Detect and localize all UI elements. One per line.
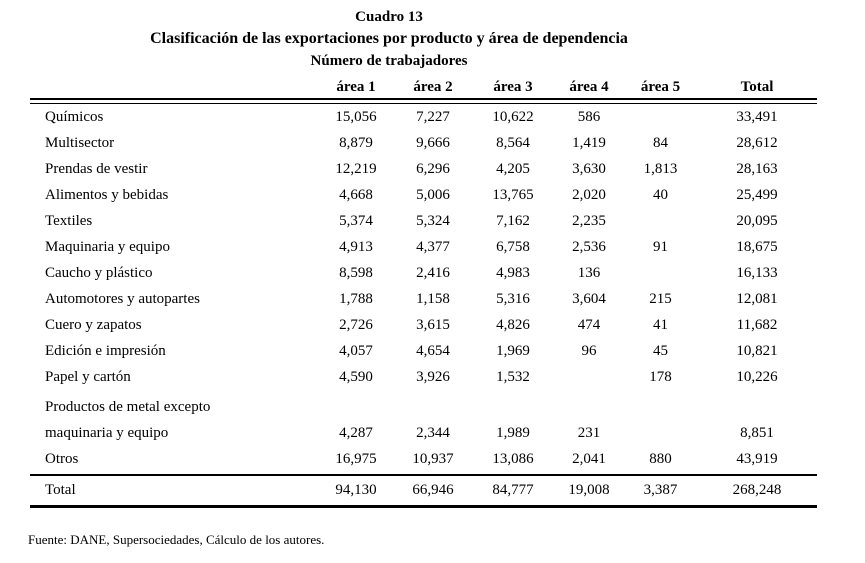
cell: 2,235 bbox=[572, 212, 606, 229]
cell: 8,598 bbox=[339, 264, 373, 281]
column-header-area-3: área 3 bbox=[493, 79, 533, 95]
cell: 1,158 bbox=[416, 290, 450, 307]
cell: 3,387 bbox=[643, 482, 678, 498]
table-row-label-line-1 bbox=[30, 394, 817, 420]
cell: 20,095 bbox=[736, 212, 778, 229]
cell: 10,937 bbox=[412, 450, 454, 467]
table-row-label-line-2 bbox=[30, 420, 817, 446]
cell: 231 bbox=[577, 424, 601, 441]
cell: 43,919 bbox=[736, 450, 778, 467]
cell: 8,564 bbox=[496, 134, 530, 151]
cell: 16,133 bbox=[736, 264, 778, 281]
cell: 1,419 bbox=[572, 134, 606, 151]
cell: 25,499 bbox=[736, 186, 778, 203]
table-row bbox=[30, 156, 817, 182]
cell: 586 bbox=[577, 108, 601, 125]
cell: 66,946 bbox=[412, 482, 454, 498]
row-label: Cuero y zapatos bbox=[45, 316, 142, 333]
cell: 45 bbox=[653, 342, 668, 359]
column-header-area-2: área 2 bbox=[413, 79, 453, 95]
column-header-area-1: área 1 bbox=[336, 79, 376, 95]
cell: 19,008 bbox=[568, 482, 610, 498]
cell: 13,765 bbox=[492, 186, 534, 203]
table-row bbox=[30, 182, 817, 208]
table-row bbox=[30, 312, 817, 338]
data-table bbox=[30, 72, 817, 508]
cell: 12,219 bbox=[335, 160, 377, 177]
cell: 1,989 bbox=[496, 424, 530, 441]
cell: 28,612 bbox=[736, 134, 778, 151]
cell: 4,287 bbox=[339, 424, 373, 441]
cell: 40 bbox=[653, 186, 668, 203]
table-caption: Cuadro 13 bbox=[355, 9, 423, 25]
cell: 1,813 bbox=[643, 160, 678, 177]
cell: 4,590 bbox=[339, 368, 373, 385]
cell: 5,316 bbox=[496, 290, 530, 307]
table-row bbox=[30, 234, 817, 260]
cell: 1,532 bbox=[496, 368, 530, 385]
cell: 84 bbox=[653, 134, 668, 151]
cell: 4,668 bbox=[339, 186, 373, 203]
row-label: Otros bbox=[45, 450, 79, 467]
cell: 5,374 bbox=[339, 212, 373, 229]
cell: 13,086 bbox=[492, 450, 534, 467]
cell: 8,879 bbox=[339, 134, 373, 151]
row-label: Textiles bbox=[45, 212, 93, 229]
source-note: Fuente: DANE, Supersociedades, Cálculo de los autores. bbox=[28, 532, 325, 547]
cell: 215 bbox=[649, 290, 672, 307]
table-row bbox=[30, 260, 817, 286]
cell: 2,416 bbox=[416, 264, 450, 281]
cell: 2,041 bbox=[572, 450, 606, 467]
row-label: Químicos bbox=[45, 108, 104, 125]
row-label: Caucho y plástico bbox=[45, 264, 153, 281]
cell: 96 bbox=[581, 342, 597, 359]
cell: 12,081 bbox=[736, 290, 778, 307]
cell: 880 bbox=[649, 450, 672, 467]
row-label: Edición e impresión bbox=[45, 342, 166, 359]
cell: 474 bbox=[577, 316, 601, 333]
table-row bbox=[30, 130, 817, 156]
column-header-area-5: área 5 bbox=[640, 79, 681, 95]
table-row bbox=[30, 286, 817, 312]
cell: 4,057 bbox=[339, 342, 373, 359]
row-label: Maquinaria y equipo bbox=[45, 238, 170, 255]
cell: 41 bbox=[653, 316, 668, 333]
cell: 7,162 bbox=[496, 212, 530, 229]
cell: 9,666 bbox=[416, 134, 450, 151]
cell: 33,491 bbox=[736, 108, 778, 125]
table-heading-block bbox=[0, 0, 778, 72]
row-label: Prendas de vestir bbox=[45, 160, 148, 177]
cell: 1,969 bbox=[496, 342, 530, 359]
table-row bbox=[30, 364, 817, 390]
cell: 18,675 bbox=[736, 238, 778, 255]
column-header-area-4: área 4 bbox=[569, 79, 609, 95]
cell: 10,622 bbox=[492, 108, 534, 125]
row-label: Alimentos y bebidas bbox=[45, 186, 169, 203]
cell: 8,851 bbox=[740, 424, 774, 441]
row-label: maquinaria y equipo bbox=[45, 424, 169, 441]
row-label: Automotores y autopartes bbox=[45, 290, 200, 307]
cell: 268,248 bbox=[732, 482, 782, 498]
cell: 2,344 bbox=[416, 424, 450, 441]
cell: 5,324 bbox=[416, 212, 450, 229]
row-label: Papel y cartón bbox=[45, 368, 131, 385]
bottom-rule bbox=[30, 505, 817, 508]
table-header-row bbox=[30, 72, 817, 98]
cell: 4,654 bbox=[416, 342, 450, 359]
cell: 7,227 bbox=[416, 108, 450, 125]
cell: 2,726 bbox=[339, 316, 373, 333]
cell: 6,758 bbox=[496, 238, 530, 255]
table-row-multiline bbox=[30, 394, 817, 446]
row-label: Multisector bbox=[45, 134, 115, 151]
cell: 15,056 bbox=[335, 108, 377, 125]
table-subtitle: Número de trabajadores bbox=[310, 53, 468, 69]
cell: 178 bbox=[649, 368, 672, 385]
cell: 1,788 bbox=[339, 290, 373, 307]
cell: 91 bbox=[653, 238, 668, 255]
cell: 3,615 bbox=[416, 316, 450, 333]
cell: 2,020 bbox=[572, 186, 606, 203]
cell: 4,205 bbox=[496, 160, 530, 177]
cell: 5,006 bbox=[416, 186, 450, 203]
cell: 11,682 bbox=[736, 316, 778, 333]
cell: 28,163 bbox=[736, 160, 778, 177]
cell: 10,226 bbox=[736, 368, 778, 385]
cell: 3,630 bbox=[572, 160, 606, 177]
table-row bbox=[30, 446, 817, 472]
table-row bbox=[30, 338, 817, 364]
cell: 4,983 bbox=[496, 264, 530, 281]
cell: 3,926 bbox=[416, 368, 450, 385]
cell: 94,130 bbox=[335, 482, 377, 498]
cell: 3,604 bbox=[572, 290, 606, 307]
table-title: Clasificación de las exportaciones por producto y área de dependencia bbox=[150, 30, 628, 47]
table-total-row bbox=[30, 476, 817, 505]
column-header-total: Total bbox=[740, 79, 774, 95]
cell: 2,536 bbox=[572, 238, 606, 255]
row-label: Total bbox=[45, 482, 76, 498]
cell: 84,777 bbox=[492, 482, 534, 498]
cell: 16,975 bbox=[335, 450, 377, 467]
cell: 4,826 bbox=[496, 316, 530, 333]
cell: 136 bbox=[577, 264, 601, 281]
row-label: Productos de metal excepto bbox=[45, 398, 211, 415]
table-row bbox=[30, 104, 817, 130]
cell: 6,296 bbox=[416, 160, 450, 177]
cell: 4,913 bbox=[339, 238, 373, 255]
cell: 4,377 bbox=[416, 238, 450, 255]
table-row bbox=[30, 208, 817, 234]
cell: 10,821 bbox=[736, 342, 778, 359]
